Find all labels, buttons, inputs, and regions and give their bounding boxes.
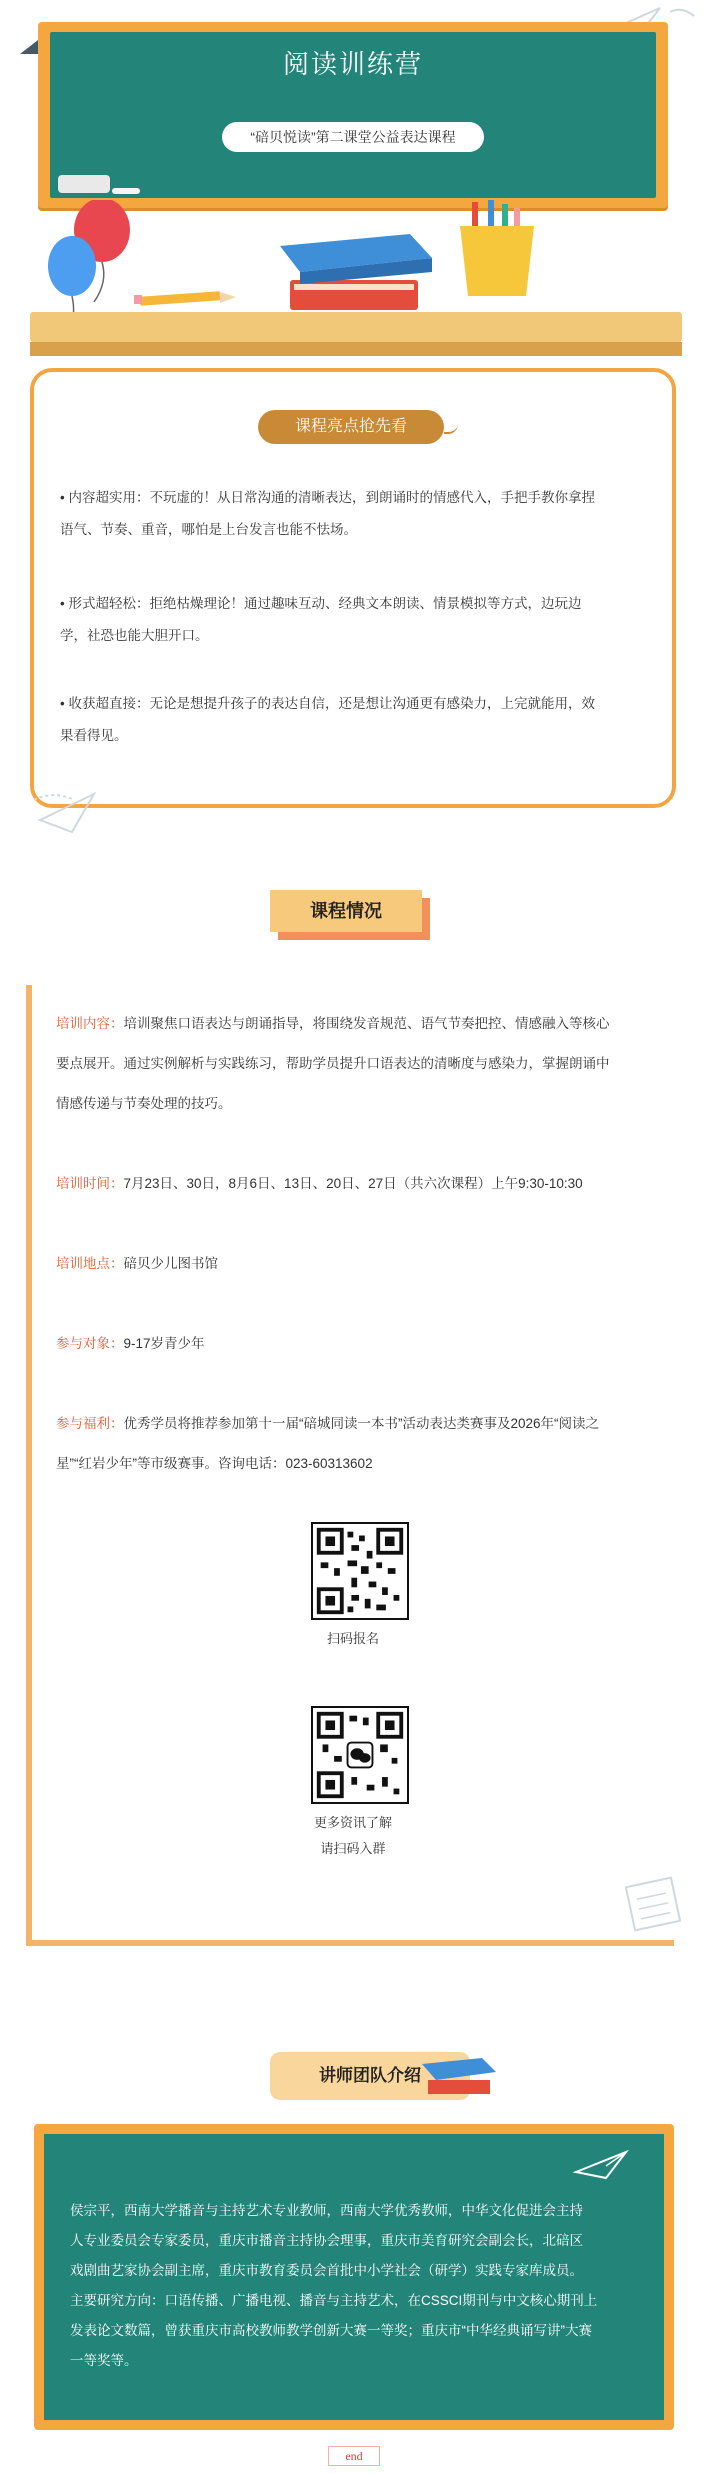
- course-place-label: 培训地点：: [56, 1256, 124, 1271]
- pencil-cup-icon: [452, 200, 542, 300]
- course-audience: [56, 1324, 656, 1364]
- lecturer-bio-line: 发表论文数篇，曾获重庆市高校教师教学创新大赛一等奖；重庆市“中华经典诵写讲”大赛: [70, 2323, 592, 2338]
- books-icon: [270, 228, 440, 318]
- paper-plane-icon: [570, 2142, 650, 2182]
- signup-qr-code[interactable]: [311, 1522, 409, 1620]
- group-qr-caption-1: 更多资讯了解: [313, 1815, 392, 1830]
- highlight-item: [60, 588, 650, 652]
- course-benefit-label: 参与福利：: [56, 1416, 124, 1431]
- course-audience-value: 9-17岁青少年: [123, 1336, 205, 1351]
- group-qr-code[interactable]: [311, 1706, 409, 1804]
- highlight-line: • 形式超轻松：拒绝枯燥理论！通过趣味互动、经典文本朗读、情景模拟等方式，边玩边: [60, 596, 582, 611]
- highlight-line: • 收获超直接：无论是想提升孩子的表达自信，还是想让沟通更有感染力，上完就能用，效: [60, 696, 595, 711]
- lecturer-bio-line: 主要研究方向：口语传播、广播电视、播音与主持艺术，在CSSCI期刊与中文核心期刊上: [70, 2293, 598, 2308]
- highlight-line: • 内容超实用：不玩虚的！从日常沟通的清晰表达，到朗诵时的情感代入，手把手教你拿捏: [60, 490, 595, 505]
- course-time-label: 培训时间：: [56, 1176, 124, 1191]
- pencil-icon: [130, 288, 240, 308]
- group-qr-caption-2: 请扫码入群: [320, 1841, 386, 1856]
- course-content-text: 要点展开。通过实例解析与实践练习，帮助学员提升口语表达的清晰度与感染力，掌握朗诵中: [56, 1056, 610, 1071]
- highlight-line: 学，社恐也能大胆开口。: [60, 628, 209, 643]
- lecturer-section-title: 讲师团队介绍: [270, 2052, 470, 2100]
- page-title: 阅读训练营: [282, 49, 423, 79]
- highlight-item: [60, 482, 650, 546]
- highlight-line: 果看得见。: [60, 728, 128, 743]
- lecturer-bio-line: 侯宗平，西南大学播音与主持艺术专业教师，西南大学优秀教师，中华文化促进会主持: [70, 2203, 583, 2218]
- lecturer-bio-line: 人专业委员会专家委员，重庆市播音主持协会理事，重庆市美育研究会副会长，北碚区: [70, 2233, 583, 2248]
- course-content-text: 培训聚焦口语表达与朗诵指导，将围绕发音规范、语气节奏把控、情感融入等核心: [123, 1016, 610, 1031]
- highlight-line: 语气、节奏、重音，哪怕是上台发言也能不怯场。: [60, 522, 357, 537]
- subtitle-pill: “碚贝悦读”第二课堂公益表达课程: [222, 122, 484, 152]
- course-border-left: [26, 985, 32, 1945]
- lecturer-bio: [70, 2196, 642, 2376]
- course-audience-label: 参与对象：: [56, 1336, 124, 1351]
- highlights-badge: 课程亮点抢先看: [258, 410, 444, 444]
- course-section-title: 课程情况: [270, 890, 422, 932]
- course-border-bottom: [26, 1940, 674, 1946]
- signup-qr-caption: 扫码报名: [326, 1631, 379, 1646]
- course-benefit: [56, 1404, 656, 1484]
- books-icon: [420, 2054, 500, 2100]
- lecturer-bio-line: 一等奖等。: [70, 2353, 138, 2368]
- course-time-value: 7月23日、30日，8月6日、13日、20日、27日（共六次课程）上午9:30-10:30: [123, 1176, 583, 1191]
- course-benefit-text: 星”“红岩少年”等市级赛事。咨询电话：023-60313602: [56, 1456, 373, 1471]
- chalk-icon: [112, 188, 140, 194]
- eraser-icon: [58, 175, 110, 193]
- course-place-value: 碚贝少儿图书馆: [123, 1256, 218, 1271]
- calendar-sketch-icon: [620, 1870, 690, 1940]
- course-content: [56, 1004, 656, 1124]
- end-label: end: [328, 2446, 380, 2466]
- course-benefit-text: 优秀学员将推荐参加第十一届“碚城同读一本书”活动表达类赛事及2026年“阅读之: [123, 1416, 600, 1431]
- hero-section: [0, 0, 706, 360]
- course-content-text: 情感传递与节奏处理的技巧。: [56, 1096, 232, 1111]
- highlight-item: [60, 688, 650, 752]
- course-place: [56, 1244, 656, 1284]
- course-time: [56, 1164, 656, 1204]
- course-content-label: 培训内容：: [56, 1016, 124, 1031]
- paper-plane-icon: [34, 780, 114, 840]
- desk-top: [30, 312, 682, 342]
- lecturer-bio-line: 戏剧曲艺家协会副主席，重庆市教育委员会首批中小学社会（研学）实践专家库成员。: [70, 2263, 583, 2278]
- desk-edge: [30, 342, 682, 356]
